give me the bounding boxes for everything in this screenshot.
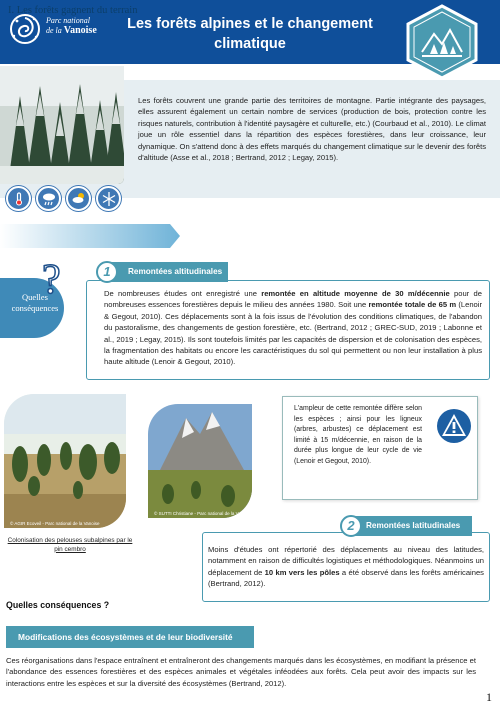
photo1-caption: Colonisation des pelouses subalpines par le pin cembro [7, 537, 133, 553]
warning-paragraph: L'ampleur de cette remontée diffère selon les espèces ; ainsi pour les ligneux (arbres, arbustes) ce déplacement est limité à 15 m/décennie, en raison de la durée plus longue de leur cycle de vie (Lenoir et Gegout, 2010). [294, 405, 422, 465]
snowflake-icon [96, 186, 121, 211]
warning-exclamation-icon [436, 408, 472, 444]
park-logo [8, 10, 128, 50]
logo-line-2: de la [46, 26, 62, 35]
pine-colonisation-photo [4, 394, 126, 528]
thermometer-icon [6, 186, 31, 211]
ecosystem-modifications-bar: Modifications des écosystèmes et de leur biodiversité [6, 626, 254, 648]
section-title: I. Les forêts gagnent du terrain [8, 5, 138, 16]
latitudinal-label: Remontées latitudinales [366, 521, 461, 530]
quelles-consequences-label: Quelles conséquences [11, 292, 59, 313]
consequences-heading: Quelles conséquences ? [6, 600, 110, 610]
mountain-photo [148, 404, 252, 518]
photo1-credit: © AGIR Ecoveil - Parc national de la Vanoise [10, 521, 100, 526]
page-title: Les forêts alpines et le changement climatique [127, 16, 373, 52]
logo-line-3: Vanoise [63, 25, 97, 36]
sun-cloud-icon [66, 186, 91, 211]
altitudinal-label: Remontées altitudinales [128, 267, 223, 276]
latitudinal-paragraph: Moins d'études ont répertorié des déplacements au niveau des latitudes, notamment en raison de difficultés logistiques et méthodologiques. Néanmoins un déplacement de 10 km vers les pôles a été observé dans les forêts américaines (Bertrand, 2012). [208, 545, 484, 589]
park-logo-swirl-icon [8, 12, 42, 46]
question-mark-icon: ? [42, 257, 61, 303]
snowy-forest-photo [0, 66, 124, 184]
forest-mountain-emblem-icon [404, 4, 480, 80]
altitudinal-label-bar [108, 262, 228, 282]
photo2-credit: © SUTTI Christiane - Parc national de la Vanoise [154, 511, 252, 516]
altitudinal-paragraph: De nombreuses études ont enregistré une remontée en altitude moyenne de 30 m/décennie pour de nombreuses essences forestières depuis le milieu des années 1980. Soit une remontée totale de 65 m (Lenoir & Gegout, 2010). Ces déplacements sont à la fois issus de l'évolution des conditions climatiques, de l'abandon du pastoralisme, des changements de gestion forestière, etc. (Bertrand, 2012 ; GREC-SUD, 2019 ; Labonne et al., 2019 ; Legay, 2015). Ils sont toutefois limités par les capacités de dispersion et de colonisation des espèces, la fragmentation des habitats ou encore les caractéristiques du sol qui permettent ou non leur installation à plus haute altitude (Lenoir & Gegout, 2010). [104, 289, 482, 367]
section-banner-shape [0, 224, 180, 248]
quelles-consequences-badge [0, 258, 80, 348]
number-badge-1: 1 [96, 261, 118, 283]
latitudinal-label-bar [352, 516, 472, 536]
logo-line-1: Parc national [46, 16, 90, 25]
intro-paragraph: Les forêts couvrent une grande partie des territoires de montagne. Partie intégrante des paysages, elles assurent également un certain nombre de services (production de bois, protection contre les risques naturels, contribution à l'identité paysagère et culturelle, etc.) (Courbaud et al., 2010). Le climat joue un rôle essentiel dans la répartition des espèces forestières, dans leur croissance, leur dynamique. On s'attend donc à des effets marqués du changement climatique sur le devenir des forêts d'altitude (Asse et al., 2018 ; Bertrand, 2012 ; Legay, 2015). [138, 96, 486, 163]
climate-icons-row [6, 186, 126, 212]
page-number: 1 [486, 690, 492, 704]
rain-cloud-icon [36, 186, 61, 211]
park-logo-text [46, 16, 97, 36]
consequences-paragraph: Ces réorganisations dans l'espace entraînent et entraîneront des changements marqués dans les écosystèmes, en modifiant la présence et l'abondance des essences forestières et des espèces animales et végétales inféodées aux forêts. Cela peut avoir des impacts sur les interactions entre les espèces et sur la diversité des écosystèmes (Bertrand, 2012). [6, 656, 476, 688]
number-badge-2: 2 [340, 515, 362, 537]
